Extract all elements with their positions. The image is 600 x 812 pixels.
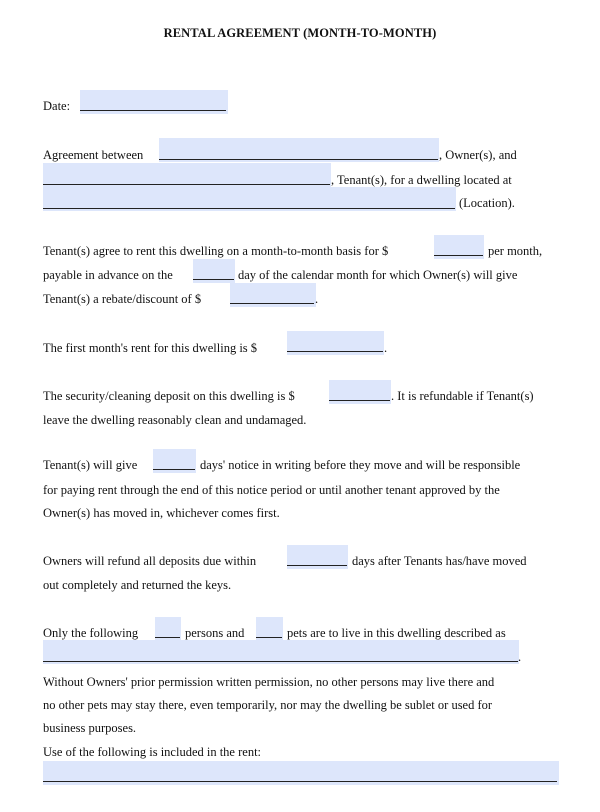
- rebate-text: Tenant(s) a rebate/discount of $: [43, 292, 202, 306]
- payable-advance-text: payable in advance on the: [43, 268, 173, 282]
- no-other-pets-text: no other pets may stay there, even temporarily, nor may the dwelling be sublet or used for: [43, 698, 493, 712]
- rent-text-1: Tenant(s) agree to rent this dwelling on a month-to-month basis for $: [43, 244, 389, 258]
- out-completely-text: out completely and returned the keys.: [43, 578, 232, 592]
- owner-moved-text: Owner(s) has moved in, whichever comes first.: [43, 506, 280, 520]
- refund-days-underline: [287, 565, 347, 566]
- days-notice-text: days' notice in writing before they move and will be responsible: [200, 458, 521, 472]
- dwelling-description-period: .: [518, 650, 522, 664]
- paying-rent-text: for paying rent through the end of this notice period or until another tenant approved by the: [43, 483, 500, 497]
- tenants-dwelling-label: , Tenant(s), for a dwelling located at: [331, 173, 512, 187]
- date-label: Date:: [43, 99, 71, 113]
- payment-day-underline: [193, 279, 234, 280]
- leave-clean-text: leave the dwelling reasonably clean and undamaged.: [43, 413, 307, 427]
- day-of-month-text: day of the calendar month for which Owner(s) will give: [238, 268, 518, 282]
- persons-count-underline: [155, 637, 180, 638]
- rebate-underline: [230, 303, 314, 304]
- notice-days-underline: [153, 469, 195, 470]
- monthly-rent-underline: [434, 255, 483, 256]
- persons-and-text: persons and: [185, 626, 245, 640]
- included-items-underline: [43, 781, 557, 782]
- first-month-text: The first month's rent for this dwelling is $: [43, 341, 258, 355]
- owner-name-underline: [159, 159, 438, 160]
- owners-label: , Owner(s), and: [439, 148, 517, 162]
- date-underline: [80, 110, 226, 111]
- use-following-text: Use of the following is included in the rent:: [43, 745, 262, 759]
- pets-count-underline: [256, 637, 282, 638]
- dwelling-description-underline: [43, 661, 518, 662]
- pets-live-text: pets are to live in this dwelling described as: [287, 626, 506, 640]
- agreement-between-label: Agreement between: [43, 148, 144, 162]
- rebate-period: .: [315, 292, 319, 306]
- tenants-will-give-text: Tenant(s) will give: [43, 458, 138, 472]
- location-label: (Location).: [459, 196, 515, 210]
- owners-refund-text: Owners will refund all deposits due within: [43, 554, 257, 568]
- first-month-rent-underline: [287, 351, 383, 352]
- per-month-label: per month,: [488, 244, 543, 258]
- without-permission-text: Without Owners' prior permission written permission, no other persons may live there and: [43, 675, 495, 689]
- only-following-text: Only the following: [43, 626, 139, 640]
- business-text: business purposes.: [43, 721, 137, 735]
- security-deposit-underline: [329, 400, 390, 401]
- refundable-text: . It is refundable if Tenant(s): [391, 389, 534, 403]
- first-month-period: .: [384, 341, 388, 355]
- days-after-text: days after Tenants has/have moved: [352, 554, 527, 568]
- tenant-name-underline: [43, 184, 330, 185]
- security-deposit-text: The security/cleaning deposit on this dwelling is $: [43, 389, 295, 403]
- location-underline: [43, 208, 455, 209]
- document-title: RENTAL AGREEMENT (MONTH-TO-MONTH): [163, 26, 437, 40]
